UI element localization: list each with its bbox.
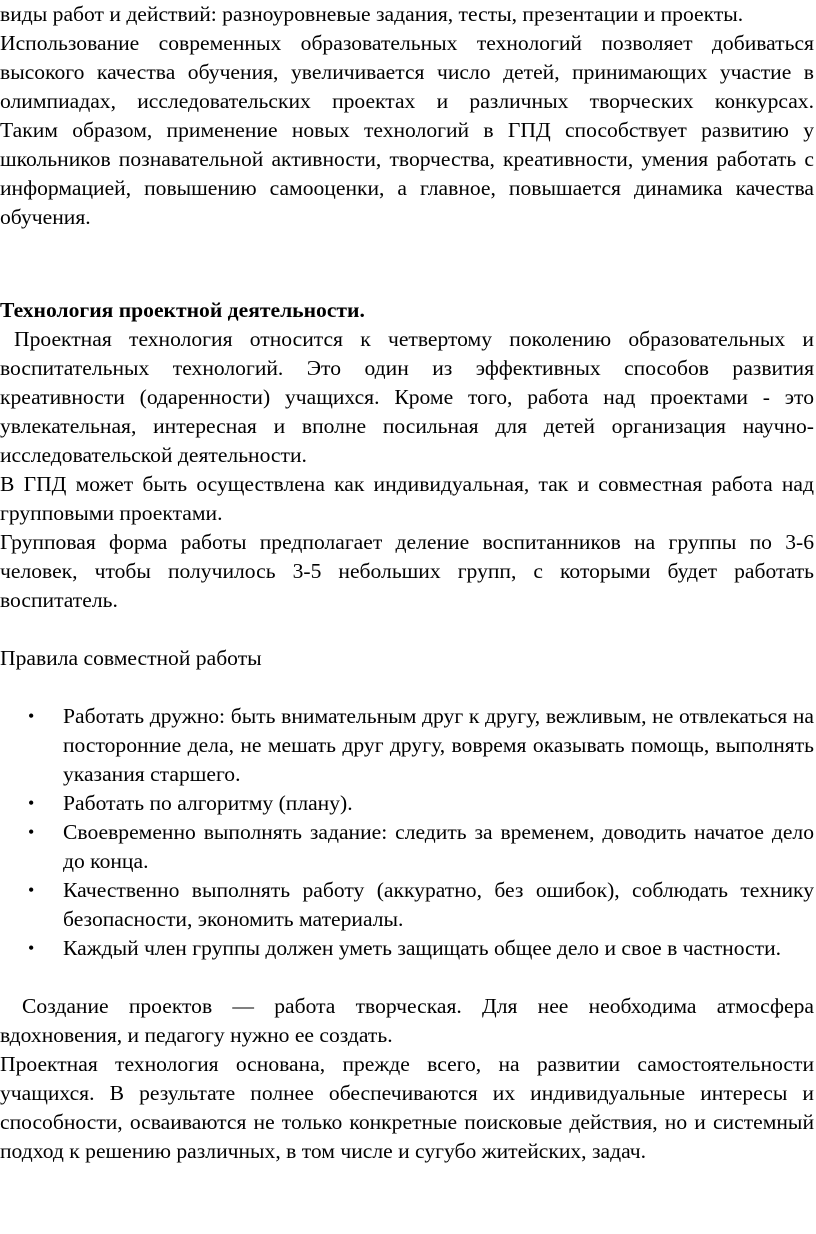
paragraph-conclusion: Таким образом, применение новых технологий в ГПД способствует развитию у школьников познавательной активности, творчества, креативности, умения работать с информацией, повышению самооценки, а главное, повышается динамика качества обучения. <box>0 118 814 229</box>
list-item-text: Качественно выполнять работу (аккуратно, без ошибок), соблюдать технику безопасности, экономить материалы. <box>63 878 814 931</box>
bullet-icon: • <box>28 880 35 900</box>
paragraph-creative-work: Создание проектов — работа творческая. Для нее необходима атмосфера вдохновения, и педагогу нужно ее создать. <box>0 994 814 1047</box>
section-heading: Технология проектной деятельности. <box>0 298 365 322</box>
list-item <box>0 818 814 876</box>
list-item <box>0 876 814 934</box>
paragraph-work-types: виды работ и действий: разноуровневые задания, тесты, презентации и проекты. <box>0 2 744 26</box>
paragraph-group-form: Групповая форма работы предполагает деление воспитанников на группы по 3-6 человек, чтобы получилось 3-5 небольших групп, с которыми будет работать воспитатель. <box>0 530 814 612</box>
list-item <box>0 702 814 789</box>
paragraph-independence: Проектная технология основана, прежде всего, на развитии самостоятельности учащихся. В результате полнее обеспечиваются их индивидуальные интересы и способности, осваиваются не только конкретные поисковые действия, но и системный подход к решению различных, в том числе и сугубо житейских, задач. <box>0 1052 814 1163</box>
rules-title: Правила совместной работы <box>0 646 262 670</box>
list-item-text: Работать дружно: быть внимательным друг к другу, вежливым, не отвлекаться на посторонние дела, не мешать друг другу, вовремя оказывать помощь, выполнять указания старшего. <box>63 704 814 786</box>
list-item-text: Своевременно выполнять задание: следить за временем, доводить начатое дело до конца. <box>63 820 814 873</box>
paragraph-gpd-projects: В ГПД может быть осуществлена как индивидуальная, так и совместная работа над групповыми проектами. <box>0 472 814 525</box>
bullet-icon: • <box>28 706 35 726</box>
bullet-icon: • <box>28 793 35 813</box>
list-item <box>0 934 814 963</box>
list-item-text: Работать по алгоритму (плану). <box>63 791 353 815</box>
list-item-text: Каждый член группы должен уметь защищать общее дело и свое в частности. <box>63 936 782 960</box>
bullet-icon: • <box>28 938 35 958</box>
paragraph-modern-technologies: Использование современных образовательных технологий позволяет добиваться высокого качества обучения, увеличивается число детей, принимающих участие в олимпиадах, исследовательских проектах и различных творческих конкурсах. <box>0 31 814 113</box>
bullet-icon: • <box>28 822 35 842</box>
paragraph-project-technology: Проектная технология относится к четвертому поколению образовательных и воспитательных технологий. Это один из эффективных способов развития креативности (одаренности) учащихся. Кроме того, работа над проектами - это увлекательная, интересная и вполне посильная для детей организация научно-исследовательской деятельности. <box>0 327 814 467</box>
rules-list <box>0 702 814 963</box>
list-item <box>0 789 814 818</box>
